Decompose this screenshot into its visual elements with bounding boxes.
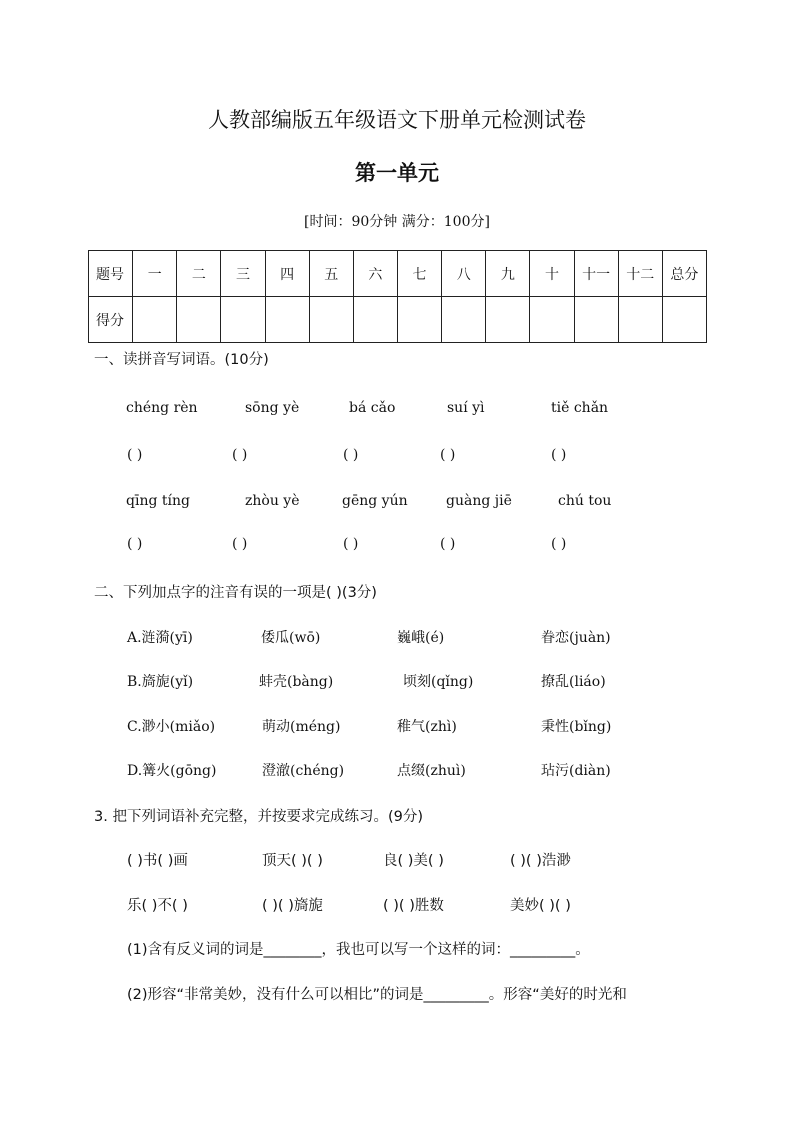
score-cell[interactable]	[530, 297, 574, 343]
idiom-blank[interactable]: 美妙( )( )	[510, 898, 571, 914]
option-b-word1: B.旖旎(yǐ)	[127, 674, 194, 690]
score-table	[88, 250, 707, 343]
option-d-word3: 点缀(zhuì)	[397, 763, 466, 779]
score-table-score-row	[89, 297, 707, 343]
pinyin-item: qīng tíng	[126, 493, 190, 509]
option-a-word3: 巍峨(é)	[397, 630, 445, 646]
score-cell[interactable]	[397, 297, 441, 343]
pinyin-item: suí yì	[447, 400, 485, 416]
option-a-word4: 眷恋(juàn)	[541, 630, 611, 646]
answer-blank[interactable]: ( )	[127, 536, 143, 552]
answer-blank[interactable]: ( )	[232, 536, 248, 552]
pinyin-item: chú tou	[558, 493, 612, 509]
score-cell[interactable]	[574, 297, 618, 343]
option-a-word2: 倭瓜(wō)	[261, 630, 321, 646]
table-header-cell: 总分	[662, 251, 706, 297]
answer-blank[interactable]: ( )	[343, 447, 359, 463]
pinyin-item: gēng yún	[342, 493, 408, 509]
answer-blank[interactable]: ( )	[343, 536, 359, 552]
score-cell[interactable]	[353, 297, 397, 343]
table-header-cell: 八	[442, 251, 486, 297]
score-cell[interactable]	[662, 297, 706, 343]
score-cell[interactable]	[442, 297, 486, 343]
table-header-cell: 六	[353, 251, 397, 297]
option-c-word2: 萌动(méng)	[262, 719, 341, 735]
answer-blank[interactable]: ( )	[440, 447, 456, 463]
score-cell[interactable]	[177, 297, 221, 343]
question-3-2: (2)形容“非常美妙，没有什么可以相比”的词是_________。形容“美好的时光和	[127, 987, 627, 1003]
table-header-cell: 三	[221, 251, 265, 297]
table-header-cell: 七	[397, 251, 441, 297]
idiom-blank[interactable]: ( )( )胜数	[383, 898, 444, 914]
score-cell[interactable]	[486, 297, 530, 343]
option-a-word1: A.涟漪(yī)	[127, 630, 193, 646]
table-header-cell: 十	[530, 251, 574, 297]
question-3-1: (1)含有反义词的词是________，我也可以写一个这样的词：_________。	[127, 942, 590, 958]
answer-blank[interactable]: ( )	[127, 447, 143, 463]
idiom-blank[interactable]: ( )( )旖旎	[262, 898, 323, 914]
idiom-blank[interactable]: 乐( )不( )	[127, 898, 188, 914]
idiom-blank[interactable]: ( )( )浩渺	[510, 853, 571, 869]
option-d-word2: 澄澈(chéng)	[262, 763, 345, 779]
section1-heading: 一、读拼音写词语。(10分)	[94, 352, 269, 368]
table-header-cell: 题号	[89, 251, 133, 297]
unit-title: 第一单元	[355, 160, 439, 185]
answer-blank[interactable]: ( )	[440, 536, 456, 552]
pinyin-item: chéng rèn	[126, 400, 198, 416]
table-header-cell: 一	[133, 251, 177, 297]
table-header-cell: 九	[486, 251, 530, 297]
table-header-cell: 二	[177, 251, 221, 297]
option-c-word3: 稚气(zhì)	[397, 719, 457, 735]
score-table-header-row	[89, 251, 707, 297]
score-row-label: 得分	[89, 297, 133, 343]
table-header-cell: 十二	[618, 251, 662, 297]
answer-blank[interactable]: ( )	[551, 447, 567, 463]
pinyin-item: bá cǎo	[349, 400, 396, 416]
score-cell[interactable]	[265, 297, 309, 343]
answer-blank[interactable]: ( )	[551, 536, 567, 552]
idiom-blank[interactable]: 良( )美( )	[383, 853, 444, 869]
table-header-cell: 四	[265, 251, 309, 297]
table-header-cell: 五	[309, 251, 353, 297]
option-d-word1: D.篝火(gōng)	[127, 763, 217, 779]
exam-title: 人教部编版五年级语文下册单元检测试卷	[208, 108, 586, 132]
idiom-blank[interactable]: 顶天( )( )	[262, 853, 323, 869]
idiom-blank[interactable]: ( )书( )画	[127, 853, 188, 869]
section2-heading: 二、下列加点字的注音有误的一项是( )(3分)	[94, 585, 377, 601]
option-d-word4: 玷污(diàn)	[541, 763, 611, 779]
option-c-word4: 秉性(bǐng)	[541, 719, 612, 735]
score-cell[interactable]	[133, 297, 177, 343]
time-info: [时间：90分钟 满分：100分]	[304, 214, 490, 230]
answer-blank[interactable]: ( )	[232, 447, 248, 463]
pinyin-item: sōng yè	[245, 400, 300, 416]
pinyin-item: guàng jiē	[446, 493, 512, 509]
score-cell[interactable]	[221, 297, 265, 343]
pinyin-item: zhòu yè	[245, 493, 300, 509]
option-c-word1: C.渺小(miǎo)	[127, 719, 216, 735]
option-b-word2: 蚌壳(bàng)	[259, 674, 334, 690]
table-header-cell: 十一	[574, 251, 618, 297]
option-b-word4: 撩乱(liáo)	[541, 674, 606, 690]
score-cell[interactable]	[618, 297, 662, 343]
pinyin-item: tiě chǎn	[551, 400, 609, 416]
option-b-word3: 顷刻(qǐng)	[403, 674, 474, 690]
section3-heading: 3. 把下列词语补充完整，并按要求完成练习。(9分)	[94, 809, 423, 825]
score-cell[interactable]	[309, 297, 353, 343]
